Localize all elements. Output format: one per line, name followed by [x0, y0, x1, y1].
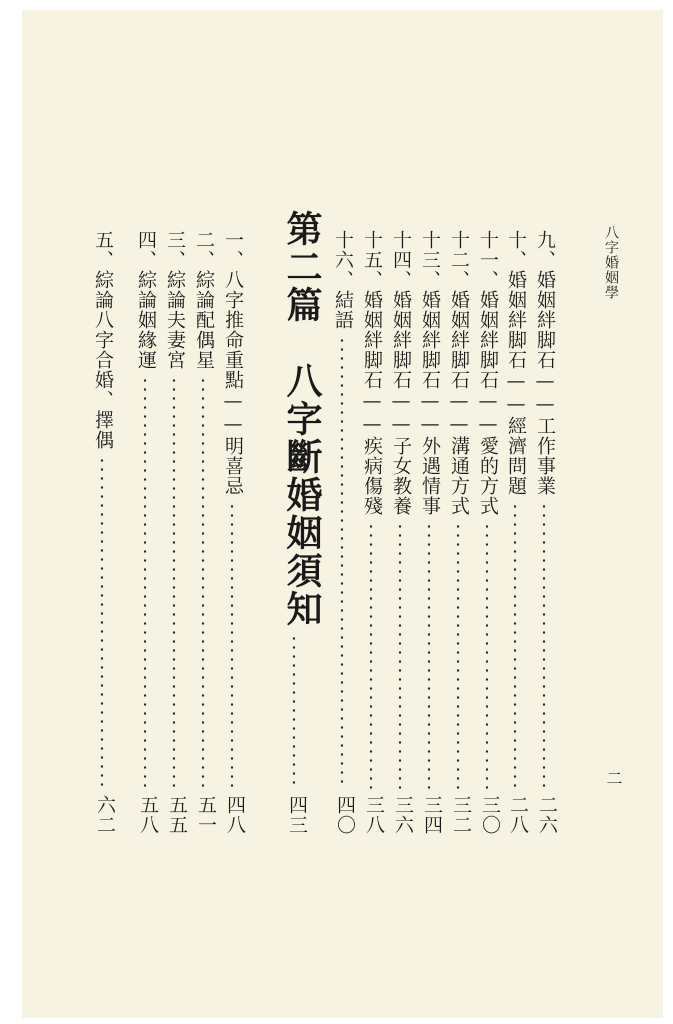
- part-title: 第二篇 八字斷婚姻須知: [281, 210, 323, 628]
- running-header: 八字婚姻學: [603, 225, 619, 300]
- toc-entry-page: 五一: [195, 795, 217, 835]
- part-leader-dots: [292, 634, 296, 790]
- book-page: [22, 10, 663, 1018]
- toc-leader-dots: [456, 522, 460, 789]
- toc-entry-page: 五五: [166, 795, 188, 835]
- toc-entry-page: 二八: [507, 795, 529, 835]
- toc-entry-page: 三六: [392, 795, 414, 835]
- toc-entry-title[interactable]: 十一、婚姻絆脚石——愛的方式: [477, 230, 499, 516]
- toc-leader-dots: [172, 376, 176, 789]
- toc-leader-dots: [485, 522, 489, 789]
- toc-leader-dots: [201, 376, 205, 789]
- toc-leader-dots: [427, 522, 431, 789]
- toc-entry-page: 三八: [363, 795, 385, 835]
- toc-leader-dots: [513, 502, 517, 789]
- toc-entry-page: 四〇: [334, 795, 356, 835]
- toc-entry-title[interactable]: 三、綜論夫妻宮: [164, 230, 186, 370]
- toc-entry-page: 三〇: [479, 795, 501, 835]
- toc-leader-dots: [340, 336, 344, 789]
- toc-entry-title[interactable]: 一、八字推命重點——明喜忌: [222, 230, 244, 496]
- toc-entry-page: 二六: [536, 795, 558, 835]
- toc-entry-title[interactable]: 二、綜論配偶星: [193, 230, 215, 370]
- toc-leader-dots: [542, 502, 546, 789]
- toc-entry-title[interactable]: 十六、結語: [332, 230, 354, 330]
- toc-entry-title[interactable]: 十、婚姻絆脚石——經濟問題: [505, 230, 527, 496]
- toc-entry-page: 三二: [450, 795, 472, 835]
- toc-leader-dots: [230, 502, 234, 789]
- toc-entry-page: 五八: [137, 795, 159, 835]
- toc-entry-page: 四八: [224, 795, 246, 835]
- toc-leader-dots: [369, 522, 373, 789]
- toc-entry-title[interactable]: 九、婚姻絆脚石——工作事業: [534, 230, 556, 496]
- toc-entry-title[interactable]: 十三、婚姻絆脚石——外遇情事: [419, 230, 441, 516]
- toc-entry-title[interactable]: 十四、婚姻絆脚石——子女教養: [390, 230, 412, 516]
- toc-leader-dots: [143, 376, 147, 789]
- toc-entry-title[interactable]: 十五、婚姻絆脚石——疾病傷殘: [361, 230, 383, 516]
- toc-leader-dots: [398, 522, 402, 789]
- toc-entry-page: 三四: [421, 795, 443, 835]
- toc-entry-title[interactable]: 五、綜論八字合婚、擇偶: [92, 230, 114, 450]
- toc-entry-page: 六二: [94, 795, 116, 835]
- page-number: 二: [604, 770, 623, 787]
- toc-entry-title[interactable]: 十二、婚姻絆脚石——溝通方式: [448, 230, 470, 516]
- toc-leader-dots: [100, 456, 104, 789]
- part-page-number: 四三: [286, 795, 308, 835]
- toc-entry-title[interactable]: 四、綜論姻緣運: [135, 230, 157, 370]
